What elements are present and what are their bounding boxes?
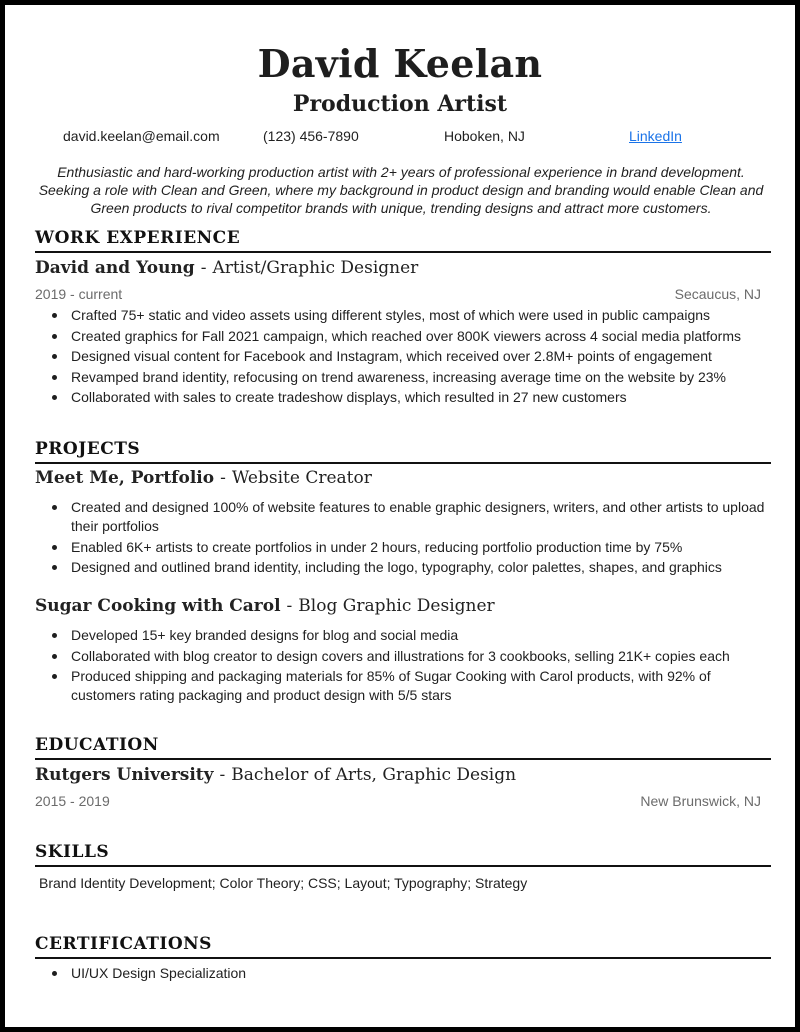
project-header <box>35 596 495 616</box>
section-title-work: WORK EXPERIENCE <box>35 228 771 253</box>
field-of-study: Graphic Design <box>382 765 517 785</box>
list-item: Revamped brand identity, refocusing on trend awareness, increasing average time on the website by 23% <box>35 368 775 387</box>
list-item: Designed and outlined brand identity, including the logo, typography, color palettes, shapes, and graphics <box>35 558 775 577</box>
job-bullet-list <box>35 306 775 409</box>
list-item: Produced shipping and packaging materials for 85% of Sugar Cooking with Carol products, with 92% of customers rating packaging and product design with 5/5 stars <box>35 667 775 705</box>
job-dates: 2019 - current <box>35 286 123 302</box>
list-item: Crafted 75+ static and video assets using different styles, most of which were used in public campaigns <box>35 306 775 325</box>
education-location: New Brunswick, NJ <box>640 793 761 809</box>
candidate-name: David Keelan <box>257 41 543 86</box>
job-position: Artist/Graphic Designer <box>212 258 419 278</box>
list-item: Created graphics for Fall 2021 campaign, which reached over 800K viewers across 4 social media platforms <box>35 327 775 346</box>
list-item: Enabled 6K+ artists to create portfolios in under 2 hours, reducing portfolio production time by 75% <box>35 538 775 557</box>
list-item: Collaborated with sales to create tradeshow displays, which resulted in 27 new customers <box>35 388 775 407</box>
list-item: UI/UX Design Specialization <box>35 964 775 983</box>
project-header <box>35 468 372 488</box>
list-item: Created and designed 100% of website features to enable graphic designers, writers, and other artists to upload their portfolios <box>35 498 775 536</box>
list-item: Collaborated with blog creator to design covers and illustrations for 3 cookbooks, selling 21K+ copies each <box>35 647 775 666</box>
skills-list: Brand Identity Development; Color Theory; CSS; Layout; Typography; Strategy <box>39 875 528 891</box>
school-name: Rutgers University <box>35 765 214 785</box>
certification-list <box>35 964 775 985</box>
separator: - <box>219 765 226 785</box>
job-location: Secaucus, NJ <box>674 286 761 302</box>
separator: - <box>220 468 226 488</box>
list-item: Developed 15+ key branded designs for blog and social media <box>35 626 775 645</box>
location-text: Hoboken, NJ <box>444 128 525 144</box>
separator: - <box>286 596 293 616</box>
project-bullet-list <box>35 498 775 579</box>
education-header <box>35 765 516 785</box>
education-dates: 2015 - 2019 <box>35 793 110 809</box>
separator: - <box>200 258 207 278</box>
project-name: Meet Me, Portfolio <box>35 468 215 488</box>
company-name: David and Young <box>35 258 195 278</box>
candidate-title: Production Artist <box>292 91 508 117</box>
section-title-education: EDUCATION <box>35 735 771 760</box>
summary-paragraph: Enthusiastic and hard-working production artist with 2+ years of professional experience in brand development. Seeking a role with Clean and Green, where my background in product design and branding would enable Clean and Green products to rival competitor brands with unique, trending designs and attract more customers. <box>38 164 764 216</box>
degree-name: Bachelor of Arts, <box>231 765 377 785</box>
phone-text: (123) 456-7890 <box>263 128 359 144</box>
section-title-certifications: CERTIFICATIONS <box>35 934 771 959</box>
job-header <box>35 258 418 278</box>
list-item: Designed visual content for Facebook and Instagram, which received over 2.8M+ points of engagement <box>35 347 775 366</box>
linkedin-link[interactable]: LinkedIn <box>629 128 682 144</box>
project-role: Website Creator <box>231 468 372 488</box>
project-bullet-list <box>35 626 775 707</box>
section-title-projects: PROJECTS <box>35 439 771 464</box>
project-name: Sugar Cooking with Carol <box>35 596 281 616</box>
section-title-skills: SKILLS <box>35 842 771 867</box>
project-role: Blog Graphic Designer <box>298 596 495 616</box>
email-text: david.keelan@email.com <box>63 128 220 144</box>
